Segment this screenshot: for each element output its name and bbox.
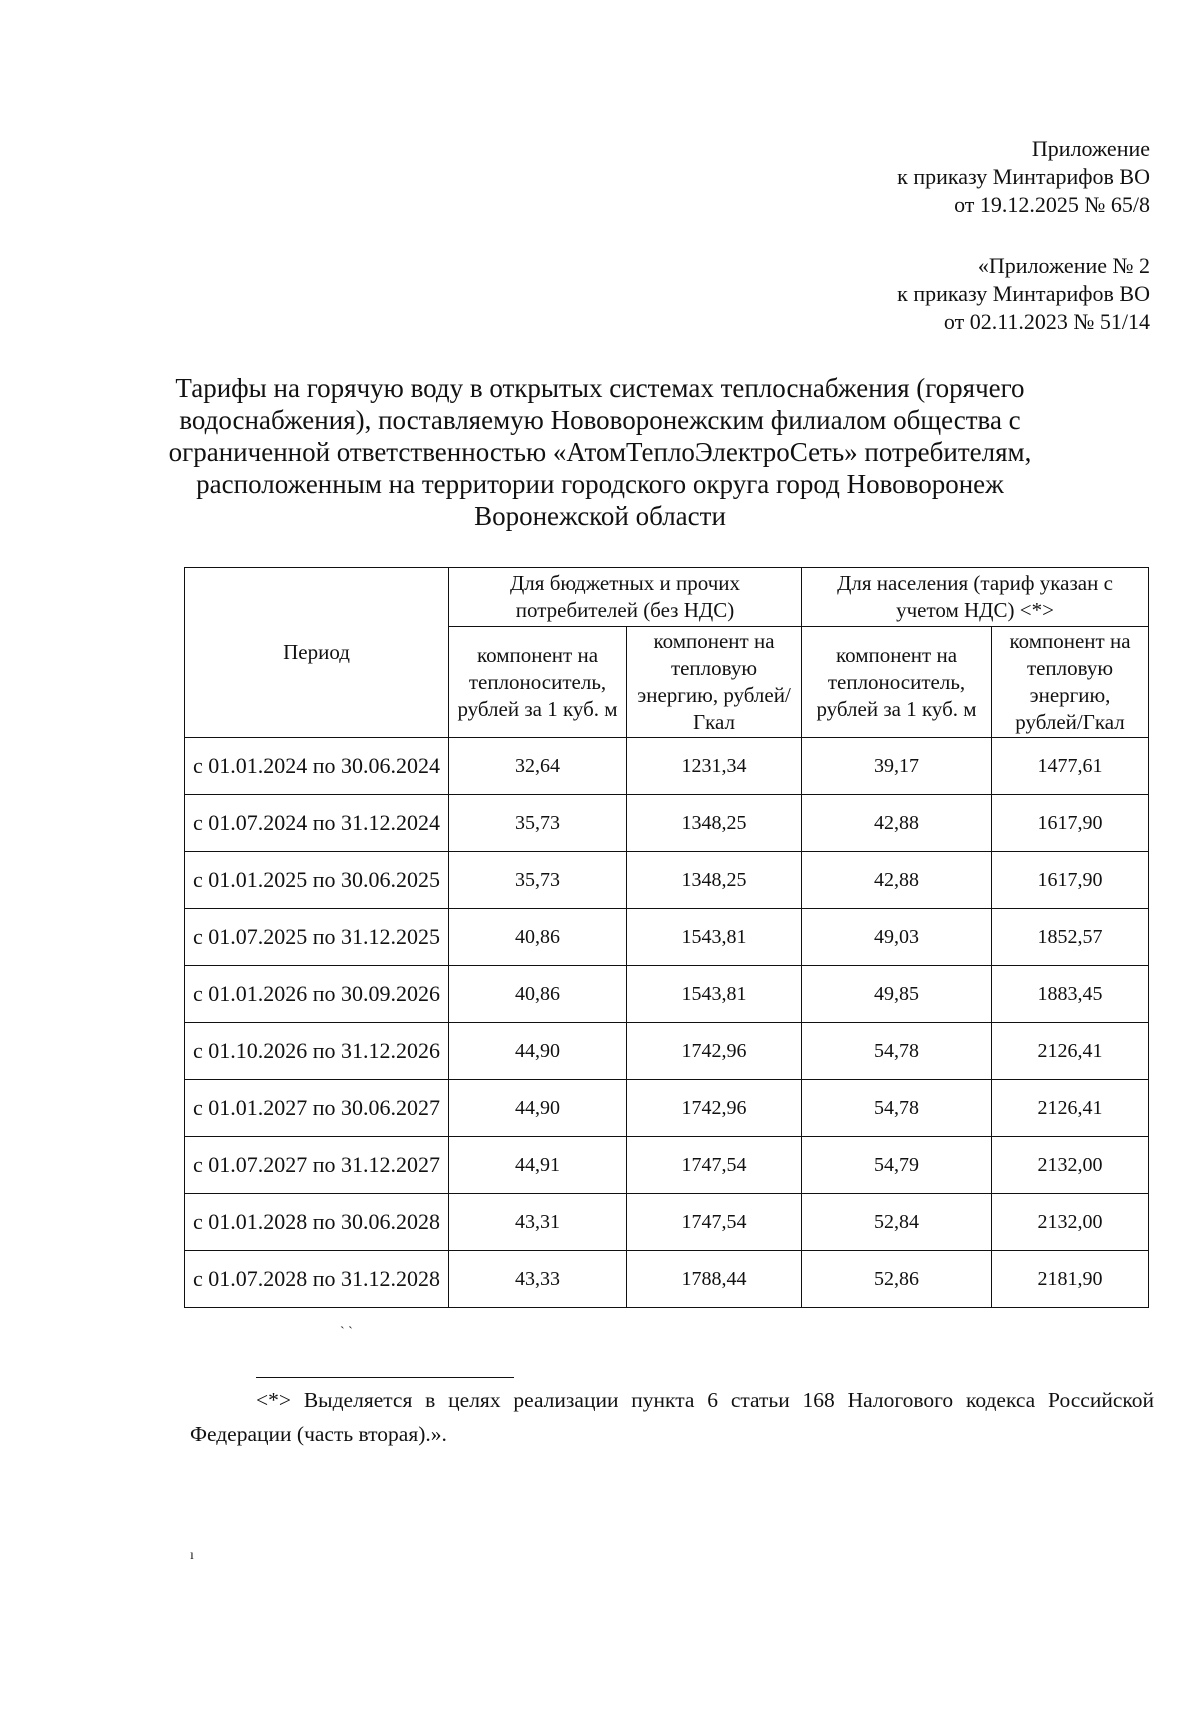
value-cell: 1747,54 xyxy=(627,1137,802,1194)
value-cell: 1477,61 xyxy=(992,738,1149,795)
value-cell: 44,91 xyxy=(449,1137,627,1194)
title-line: ограниченной ответственностью «АтомТеплоЭлектроСеть» потребителям, xyxy=(168,437,1032,467)
appendix-2-label: «Приложение № 2 xyxy=(977,253,1150,278)
period-cell: с 01.07.2025 по 31.12.2025 xyxy=(185,909,449,966)
table-row xyxy=(185,1023,1149,1080)
value-cell: 40,86 xyxy=(449,909,627,966)
title-line: Воронежской области xyxy=(474,501,726,531)
table-row xyxy=(185,738,1149,795)
value-cell: 1788,44 xyxy=(627,1251,802,1308)
value-cell: 35,73 xyxy=(449,852,627,909)
value-cell: 1852,57 xyxy=(992,909,1149,966)
table-row xyxy=(185,1251,1149,1308)
period-cell: с 01.07.2024 по 31.12.2024 xyxy=(185,795,449,852)
tariff-table xyxy=(184,567,1149,1308)
value-cell: 1617,90 xyxy=(992,795,1149,852)
value-cell: 1883,45 xyxy=(992,966,1149,1023)
period-cell: с 01.07.2027 по 31.12.2027 xyxy=(185,1137,449,1194)
table-row xyxy=(185,795,1149,852)
period-cell: с 01.01.2024 по 30.06.2024 xyxy=(185,738,449,795)
period-cell: с 01.01.2027 по 30.06.2027 xyxy=(185,1080,449,1137)
value-cell: 35,73 xyxy=(449,795,627,852)
coolant-component-header: компонент на теплоноситель, рублей за 1 куб. м xyxy=(802,627,992,738)
appendix-2-order-date: от 02.11.2023 № 51/14 xyxy=(943,309,1150,334)
scan-mark: ˋ ˋ xyxy=(340,1325,353,1340)
appendix-2-header xyxy=(897,252,1150,336)
value-cell: 44,90 xyxy=(449,1080,627,1137)
table-row xyxy=(185,1194,1149,1251)
value-cell: 49,85 xyxy=(802,966,992,1023)
period-cell: с 01.01.2025 по 30.06.2025 xyxy=(185,852,449,909)
period-cell: с 01.07.2028 по 31.12.2028 xyxy=(185,1251,449,1308)
value-cell: 1617,90 xyxy=(992,852,1149,909)
value-cell: 32,64 xyxy=(449,738,627,795)
value-cell: 54,78 xyxy=(802,1023,992,1080)
document-title xyxy=(150,372,1050,532)
table-row xyxy=(185,909,1149,966)
value-cell: 1543,81 xyxy=(627,909,802,966)
appendix-2-order-ref: к приказу Минтарифов ВО xyxy=(897,281,1150,306)
value-cell: 1348,25 xyxy=(627,795,802,852)
value-cell: 2132,00 xyxy=(992,1194,1149,1251)
heat-component-header: компонент на тепловую энергию, рублей/Гкал xyxy=(992,627,1149,738)
value-cell: 2132,00 xyxy=(992,1137,1149,1194)
title-line: Тарифы на горячую воду в открытых системах теплоснабжения (горячего xyxy=(175,373,1025,403)
footnote: <*> Выделяется в целях реализации пункта 6 статьи 168 Налогового кодекса Российской Федерации (часть вторая).». xyxy=(190,1388,1154,1446)
period-cell: с 01.01.2028 по 30.06.2028 xyxy=(185,1194,449,1251)
period-cell: с 01.01.2026 по 30.09.2026 xyxy=(185,966,449,1023)
heat-component-header: компонент на тепловую энергию, рублей/Гкал xyxy=(627,627,802,738)
value-cell: 43,31 xyxy=(449,1194,627,1251)
footnote-separator xyxy=(256,1377,514,1378)
value-cell: 1742,96 xyxy=(627,1080,802,1137)
period-cell: с 01.10.2026 по 31.12.2026 xyxy=(185,1023,449,1080)
appendix-header xyxy=(897,135,1150,219)
table-row xyxy=(185,1137,1149,1194)
title-line: расположенным на территории городского округа город Нововоронеж xyxy=(196,469,1004,499)
value-cell: 43,33 xyxy=(449,1251,627,1308)
table-row xyxy=(185,1080,1149,1137)
value-cell: 54,79 xyxy=(802,1137,992,1194)
value-cell: 42,88 xyxy=(802,852,992,909)
appendix-order-ref: к приказу Минтарифов ВО xyxy=(897,164,1150,189)
value-cell: 39,17 xyxy=(802,738,992,795)
population-header: Для населения (тариф указан с учетом НДС) <*> xyxy=(802,568,1149,627)
value-cell: 49,03 xyxy=(802,909,992,966)
value-cell: 54,78 xyxy=(802,1080,992,1137)
value-cell: 1231,34 xyxy=(627,738,802,795)
value-cell: 1543,81 xyxy=(627,966,802,1023)
value-cell: 1742,96 xyxy=(627,1023,802,1080)
table-row xyxy=(185,852,1149,909)
appendix-order-date: от 19.12.2025 № 65/8 xyxy=(954,192,1150,217)
title-line: водоснабжения), поставляемую Нововоронежским филиалом общества с xyxy=(179,405,1021,435)
value-cell: 44,90 xyxy=(449,1023,627,1080)
appendix-label: Приложение xyxy=(1031,136,1150,161)
value-cell: 1348,25 xyxy=(627,852,802,909)
value-cell: 2126,41 xyxy=(992,1023,1149,1080)
table-row xyxy=(185,966,1149,1023)
value-cell: 52,86 xyxy=(802,1251,992,1308)
value-cell: 42,88 xyxy=(802,795,992,852)
budget-consumers-header: Для бюджетных и прочих потребителей (без НДС) xyxy=(449,568,802,627)
table-header-row xyxy=(185,568,1149,627)
period-header: Период xyxy=(185,568,449,738)
scan-mark: ı xyxy=(190,1548,194,1563)
value-cell: 52,84 xyxy=(802,1194,992,1251)
value-cell: 2181,90 xyxy=(992,1251,1149,1308)
value-cell: 2126,41 xyxy=(992,1080,1149,1137)
value-cell: 1747,54 xyxy=(627,1194,802,1251)
value-cell: 40,86 xyxy=(449,966,627,1023)
coolant-component-header: компонент на теплоноситель, рублей за 1 куб. м xyxy=(449,627,627,738)
